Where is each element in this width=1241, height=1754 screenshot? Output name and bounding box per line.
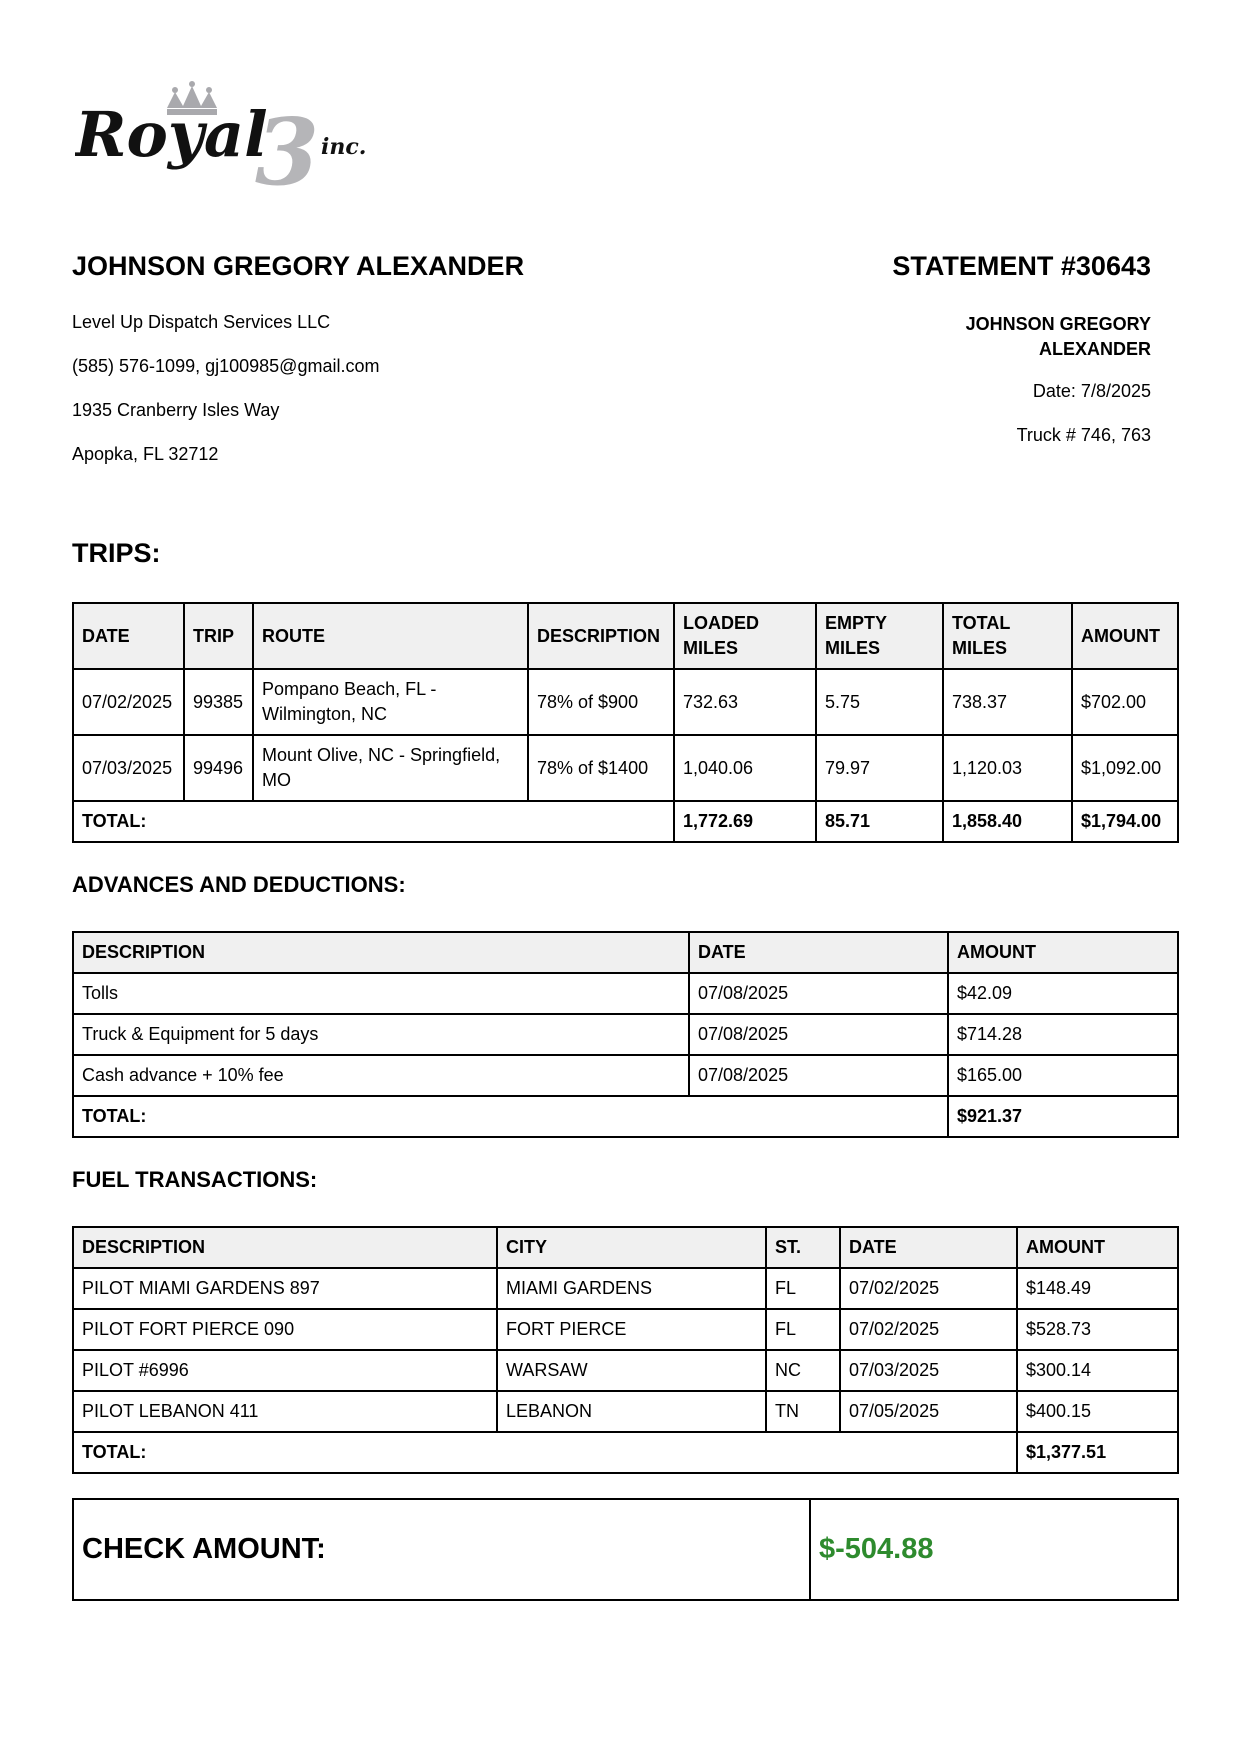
statement-number: STATEMENT #30643: [892, 251, 1151, 281]
cell-date: 07/08/2025: [689, 973, 948, 1014]
cell-date: 07/02/2025: [840, 1268, 1017, 1309]
cell-date: 07/08/2025: [689, 1055, 948, 1096]
cell-amount: $42.09: [948, 973, 1178, 1014]
cell-city: MIAMI GARDENS: [497, 1268, 766, 1309]
table-row: [73, 973, 1178, 1014]
column-header: AMOUNT: [1017, 1227, 1178, 1268]
cell-amount: $165.00: [948, 1055, 1178, 1096]
recipient-info: [891, 312, 1151, 445]
table-row: [73, 669, 1178, 735]
total-loaded-miles: 1,772.69: [674, 801, 816, 842]
cell-description: Tolls: [73, 973, 689, 1014]
table-header-row: [73, 932, 1178, 973]
trips-table: [72, 602, 1179, 843]
check-amount-box: [72, 1498, 1179, 1601]
cell-amount: $400.15: [1017, 1391, 1178, 1432]
table-row: [73, 735, 1178, 801]
cell-date: 07/08/2025: [689, 1014, 948, 1055]
column-header: DESCRIPTION: [73, 932, 689, 973]
truck-numbers: Truck # 746, 763: [1016, 425, 1151, 445]
cell-loaded-miles: 732.63: [674, 669, 816, 735]
total-total-miles: 1,858.40: [943, 801, 1072, 842]
cell-amount: $528.73: [1017, 1309, 1178, 1350]
column-header: LOADED MILES: [674, 603, 816, 669]
check-amount-value: $-504.88: [810, 1499, 1178, 1600]
cell-city: WARSAW: [497, 1350, 766, 1391]
column-header: CITY: [497, 1227, 766, 1268]
column-header: DESCRIPTION: [528, 603, 674, 669]
cell-empty-miles: 5.75: [816, 669, 943, 735]
cell-route: Mount Olive, NC - Springfield, MO: [253, 735, 528, 801]
column-header: ROUTE: [253, 603, 528, 669]
table-row: [73, 1309, 1178, 1350]
cell-description: PILOT MIAMI GARDENS 897: [73, 1268, 497, 1309]
table-row: [73, 1391, 1178, 1432]
table-header-row: [73, 603, 1178, 669]
logo-suffix: inc.: [321, 134, 367, 160]
trips-heading: TRIPS:: [72, 538, 161, 568]
recipient-name-line1: JOHNSON GREGORY: [965, 314, 1151, 334]
company-city: Apopka, FL 32712: [72, 444, 219, 464]
cell-state: FL: [766, 1309, 840, 1350]
cell-description: Truck & Equipment for 5 days: [73, 1014, 689, 1055]
column-header: TRIP: [184, 603, 253, 669]
cell-date: 07/03/2025: [840, 1350, 1017, 1391]
cell-description: PILOT #6996: [73, 1350, 497, 1391]
cell-city: LEBANON: [497, 1391, 766, 1432]
cell-loaded-miles: 1,040.06: [674, 735, 816, 801]
total-amount: $1,377.51: [1017, 1432, 1178, 1473]
column-header: DESCRIPTION: [73, 1227, 497, 1268]
table-total-row: [73, 1096, 1178, 1137]
column-header: AMOUNT: [1072, 603, 1178, 669]
table-row: [73, 1055, 1178, 1096]
table-row: [73, 1350, 1178, 1391]
cell-description: PILOT FORT PIERCE 090: [73, 1309, 497, 1350]
cell-amount: $300.14: [1017, 1350, 1178, 1391]
cell-city: FORT PIERCE: [497, 1309, 766, 1350]
company-street: 1935 Cranberry Isles Way: [72, 400, 280, 420]
table-total-row: [73, 1432, 1178, 1473]
total-amount: $1,794.00: [1072, 801, 1178, 842]
column-header: DATE: [840, 1227, 1017, 1268]
cell-empty-miles: 79.97: [816, 735, 943, 801]
column-header: EMPTY MILES: [816, 603, 943, 669]
cell-description: 78% of $900: [528, 669, 674, 735]
cell-description: 78% of $1400: [528, 735, 674, 801]
cell-state: NC: [766, 1350, 840, 1391]
crown-logo-icon: [75, 76, 385, 190]
fuel-heading: FUEL TRANSACTIONS:: [72, 1167, 318, 1192]
column-header: AMOUNT: [948, 932, 1178, 973]
column-header: ST.: [766, 1227, 840, 1268]
table-header-row: [73, 1227, 1178, 1268]
column-header: DATE: [73, 603, 184, 669]
table-total-row: [73, 801, 1178, 842]
cell-state: FL: [766, 1268, 840, 1309]
company-info: [72, 312, 379, 488]
cell-amount: $148.49: [1017, 1268, 1178, 1309]
fuel-table: [72, 1226, 1179, 1474]
check-amount-row: [73, 1499, 1178, 1600]
column-header: TOTAL MILES: [943, 603, 1072, 669]
cell-trip: 99385: [184, 669, 253, 735]
check-amount-label: CHECK AMOUNT:: [73, 1499, 810, 1600]
cell-amount: $1,092.00: [1072, 735, 1178, 801]
cell-amount: $702.00: [1072, 669, 1178, 735]
cell-description: Cash advance + 10% fee: [73, 1055, 689, 1096]
total-label: TOTAL:: [73, 1096, 948, 1137]
company-logo: [75, 76, 385, 190]
advances-table: [72, 931, 1179, 1138]
cell-state: TN: [766, 1391, 840, 1432]
cell-route: Pompano Beach, FL - Wilmington, NC: [253, 669, 528, 735]
statement-date: Date: 7/8/2025: [1032, 381, 1151, 401]
cell-date: 07/05/2025: [840, 1391, 1017, 1432]
table-row: [73, 1014, 1178, 1055]
logo-numeral: 3: [255, 98, 320, 190]
cell-amount: $714.28: [948, 1014, 1178, 1055]
column-header: DATE: [689, 932, 948, 973]
total-label: TOTAL:: [73, 801, 674, 842]
recipient-name-line2: ALEXANDER: [1038, 339, 1151, 359]
company-contact: (585) 576-1099, gj100985@gmail.com: [72, 356, 380, 376]
cell-date: 07/02/2025: [840, 1309, 1017, 1350]
advances-heading: ADVANCES AND DEDUCTIONS:: [72, 872, 406, 897]
table-row: [73, 1268, 1178, 1309]
driver-name-heading: JOHNSON GREGORY ALEXANDER: [72, 251, 525, 281]
total-empty-miles: 85.71: [816, 801, 943, 842]
cell-date: 07/02/2025: [73, 669, 184, 735]
logo-brand-text: Royal: [75, 98, 268, 171]
cell-total-miles: 1,120.03: [943, 735, 1072, 801]
cell-date: 07/03/2025: [73, 735, 184, 801]
cell-trip: 99496: [184, 735, 253, 801]
company-name: Level Up Dispatch Services LLC: [72, 312, 331, 332]
cell-description: PILOT LEBANON 411: [73, 1391, 497, 1432]
total-amount: $921.37: [948, 1096, 1178, 1137]
cell-total-miles: 738.37: [943, 669, 1072, 735]
total-label: TOTAL:: [73, 1432, 1017, 1473]
